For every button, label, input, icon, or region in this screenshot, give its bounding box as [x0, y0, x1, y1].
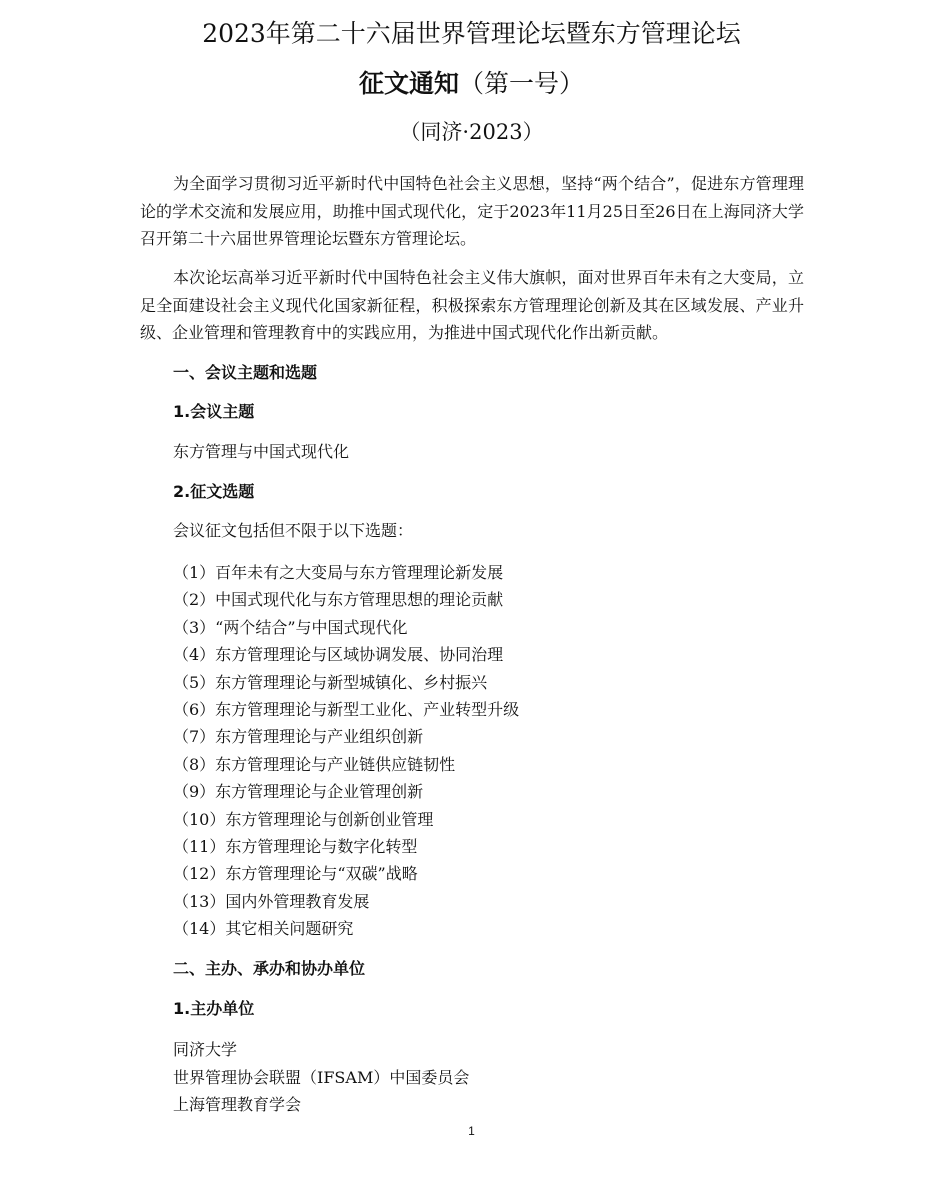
- section-1-sub-1-heading: 1.会议主题: [173, 402, 255, 421]
- list-item: （3）“两个结合”与中国式现代化: [173, 617, 408, 637]
- page-number: 1: [468, 1124, 475, 1138]
- list-item: （5）东方管理理论与新型城镇化、乡村振兴: [173, 672, 488, 692]
- document-tag: （同济·2023）: [399, 120, 544, 144]
- section-2-sub-1-heading: 1.主办单位: [173, 999, 255, 1018]
- subtitle-bold: 征文通知: [358, 69, 459, 98]
- list-item: （1）百年未有之大变局与东方管理理论新发展: [173, 563, 504, 582]
- section-1-heading: 一、会议主题和选题: [173, 363, 318, 382]
- intro-paragraph-2: 本次论坛高举习近平新时代中国特色社会主义伟大旗帜，面对世界百年未有之大变局，立足全面建设社会主义现代化国家新征程，积极探索东方管理理论创新及其在区域发展、产业升级、企业管理和管理教育中的实践应用，为推进中国式现代化作出新贡献。: [140, 268, 804, 342]
- list-item: （7）东方管理理论与产业组织创新: [173, 727, 424, 747]
- list-item: （8）东方管理理论与产业链供应链韧性: [173, 754, 456, 774]
- list-item: （6）东方管理理论与新型工业化、产业转型升级: [173, 699, 520, 719]
- list-item: （12）东方管理理论与“双碳”战略: [173, 864, 418, 884]
- conference-theme: 东方管理与中国式现代化: [173, 442, 350, 461]
- list-item: 上海管理教育学会: [173, 1095, 302, 1114]
- list-item: （2）中国式现代化与东方管理思想的理论贡献: [173, 590, 504, 610]
- organizer-list: [173, 1036, 469, 1119]
- topics-intro: 会议征文包括但不限于以下选题：: [173, 521, 414, 540]
- list-item: （11）东方管理理论与数字化转型: [173, 836, 418, 856]
- subtitle-issue: （第一号）: [459, 69, 585, 98]
- list-item: （9）东方管理理论与企业管理创新: [173, 782, 424, 802]
- topic-list: [173, 559, 519, 942]
- list-item: （4）东方管理理论与区域协调发展、协同治理: [173, 645, 504, 665]
- document-title: 2023年第二十六届世界管理论坛暨东方管理论坛: [202, 19, 741, 48]
- document-subtitle: [0, 64, 943, 100]
- list-item: （14）其它相关问题研究: [173, 919, 354, 939]
- list-item: 同济大学: [173, 1040, 238, 1059]
- section-2-heading: 二、主办、承办和协办单位: [173, 959, 366, 978]
- list-item: （13）国内外管理教育发展: [173, 891, 370, 911]
- section-1-sub-2-heading: 2.征文选题: [173, 482, 255, 501]
- intro-paragraph-1: 为全面学习贯彻习近平新时代中国特色社会主义思想，坚持“两个结合”，促进东方管理理论的学术交流和发展应用，助推中国式现代化，定于2023年11月25日至26日在上海同济大学召开第二十六届世界管理论坛暨东方管理论坛。: [140, 174, 804, 248]
- list-item: 世界管理协会联盟（IFSAM）中国委员会: [173, 1067, 470, 1087]
- list-item: （10）东方管理理论与创新创业管理: [173, 809, 434, 829]
